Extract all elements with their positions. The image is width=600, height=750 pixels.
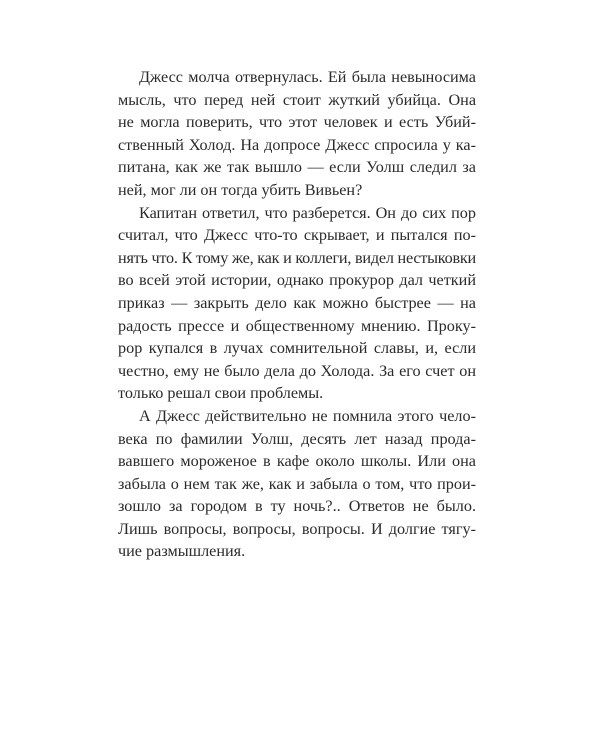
text-line: считал, что Джесс что-то скрывает, и пытался по- bbox=[118, 226, 476, 245]
paragraph-2 bbox=[118, 202, 476, 405]
text-line: вавшего мороженое в кафе около школы. Или она bbox=[118, 452, 476, 471]
text-line: нять что. К тому же, как и коллеги, видел нестыковки bbox=[118, 248, 476, 267]
text-line: А Джесс действительно не помнила этого чело- bbox=[139, 406, 476, 425]
text-line: честно, ему не было дела до Холода. За его счет он bbox=[118, 361, 476, 380]
text-line: во всей этой истории, однако прокурор дал четкий bbox=[118, 271, 476, 290]
text-line: только решал свои проблемы. bbox=[118, 384, 324, 403]
paragraph-3 bbox=[118, 405, 476, 563]
text-line: мысль, что перед ней стоит жуткий убийца. Она bbox=[118, 90, 476, 109]
text-line: Джесс молча отвернулась. Ей была невыносима bbox=[139, 68, 476, 86]
text-line: рор купался в лучах сомнительной славы, и, если bbox=[118, 339, 476, 358]
text-line: Капитан ответил, что разберется. Он до сих пор bbox=[139, 203, 476, 222]
text-line: ней, мог ли он тогда убить Вивьен? bbox=[118, 180, 363, 199]
text-line: Лишь вопросы, вопросы, вопросы. И долгие тягу- bbox=[118, 519, 476, 538]
body-text bbox=[118, 66, 476, 563]
text-line: радость прессе и общественному мнению. Проку- bbox=[118, 316, 476, 335]
paragraph-1 bbox=[118, 66, 476, 202]
text-line: чие размышления. bbox=[118, 542, 246, 561]
text-line: не могла поверить, что этот человек и есть Убий- bbox=[118, 113, 476, 132]
text-line: зошло за городом в ту ночь?.. Ответов не было. bbox=[118, 497, 476, 516]
text-line: питана, как же так вышло — если Уолш следил за bbox=[118, 158, 476, 177]
text-line: века по фамилии Уолш, десять лет назад прода- bbox=[118, 429, 476, 448]
text-line: забыла о нем так же, как и забыла о том, что прои- bbox=[118, 474, 476, 493]
text-line: ственный Холод. На допросе Джесс спросила у ка- bbox=[118, 135, 476, 154]
text-line: приказ — закрыть дело как можно быстрее — на bbox=[118, 293, 476, 312]
